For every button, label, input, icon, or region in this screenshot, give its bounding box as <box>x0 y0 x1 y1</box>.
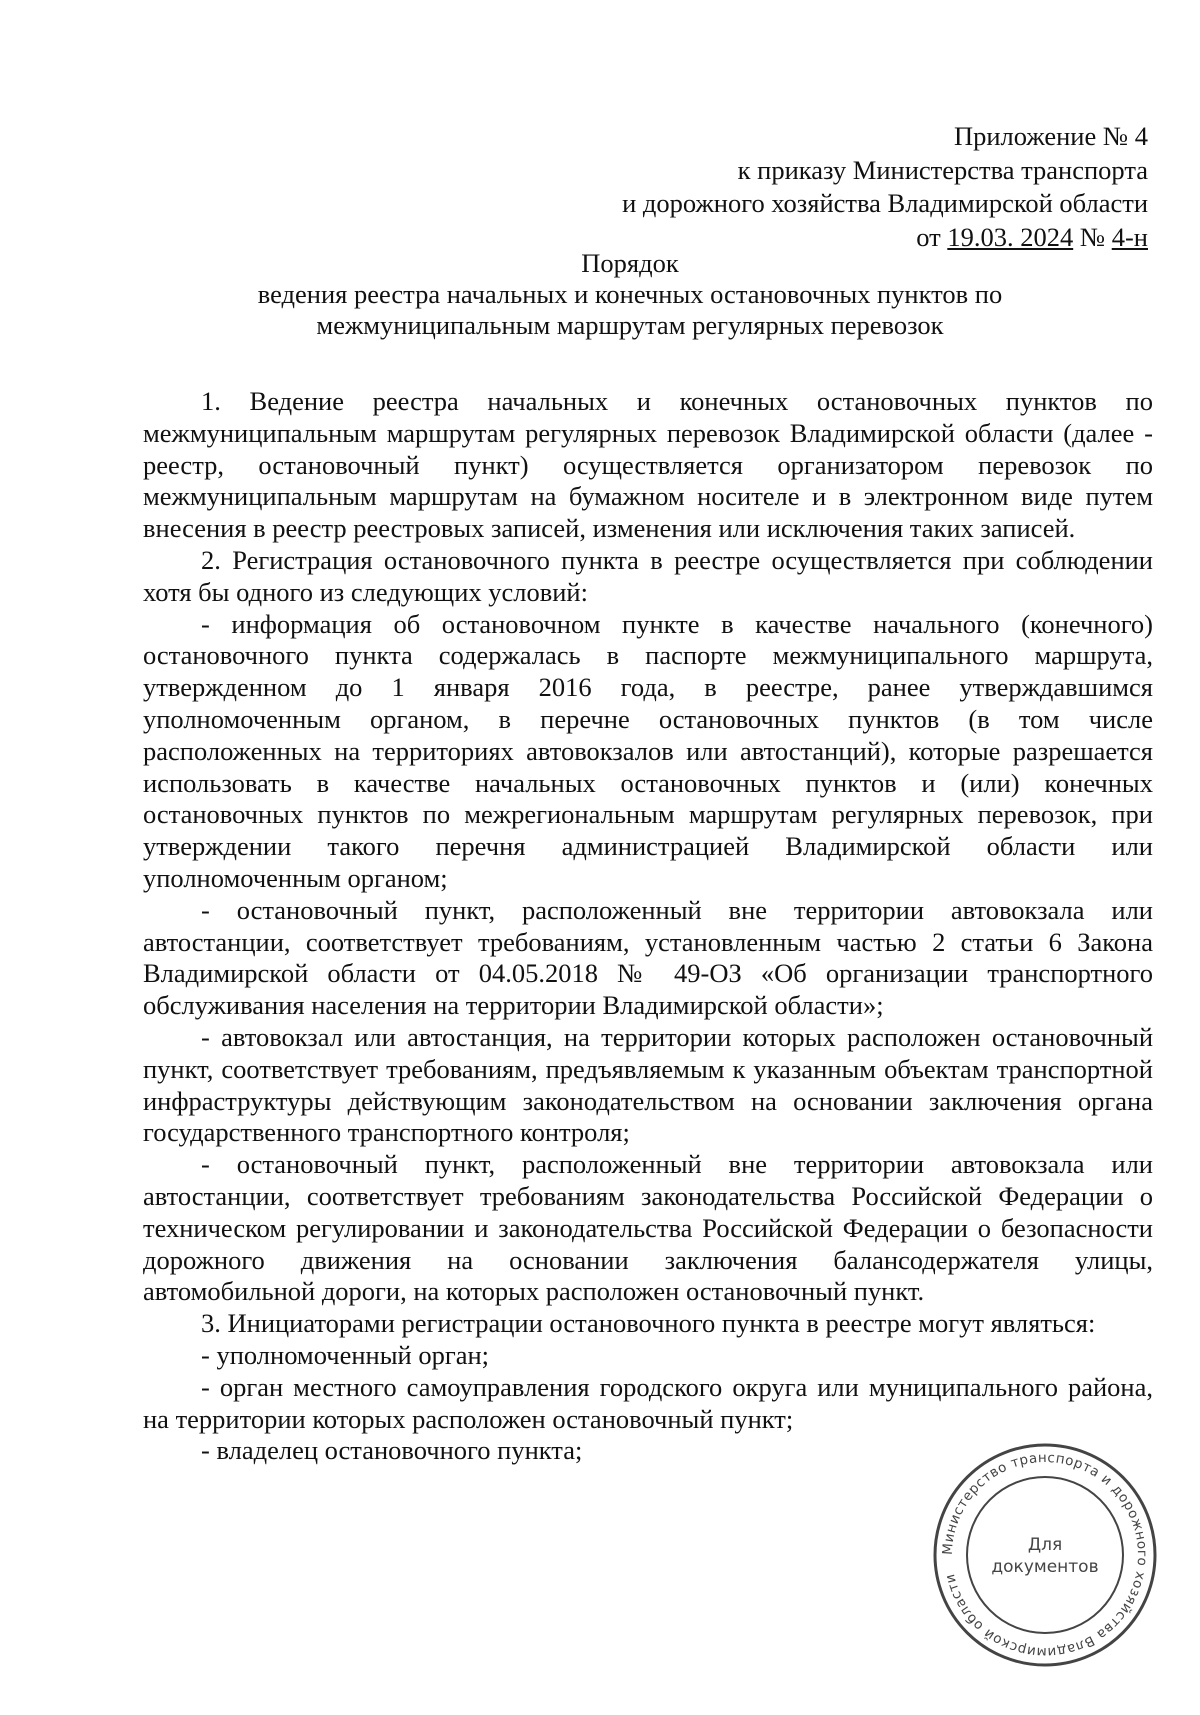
condition-item-3: - автовокзал или автостанция, на территории которых расположен остановочный пункт, соответствует требованиям, предъявляемым к указанным объектам транспортной инфраструктуры действующим законодательством на основании заключения органа государственного транспортного контроля; <box>143 1021 1153 1148</box>
svg-text:Министерство транспорта и доро <box>940 1450 1150 1660</box>
order-reference: к приказу Министерства транспорта <box>737 154 1148 185</box>
initiator-item-2: - орган местного самоуправления городского округа или муниципального района, на территории которых расположен остановочный пункт; <box>143 1371 1153 1434</box>
appendix-header <box>622 120 1148 254</box>
order-date: 19.03. 2024 <box>947 221 1074 252</box>
initiator-item-3: - владелец остановочного пункта; <box>201 1435 583 1466</box>
condition-item-4: - остановочный пункт, расположенный вне территории автовокзала или автостанции, соответствует требованиям законодательства Российской Федерации о техническом регулировании и законодательства Российской Федерации о безопасности дорожного движения на основании заключения балансодержателя улицы, автомобильной дороги, на которых расположен остановочный пункт. <box>143 1149 1153 1307</box>
title-line-1: ведения реестра начальных и конечных остановочных пунктов по <box>257 279 1003 309</box>
date-prefix: от <box>916 221 948 252</box>
document-title <box>130 248 1130 341</box>
number-prefix: № <box>1073 221 1112 252</box>
paragraph-2: 2. Регистрация остановочного пункта в реестре осуществляется при соблюдении хотя бы одного из следующих условий: <box>143 544 1153 607</box>
stamp-outer-text: Министерство транспорта и дорожного хозяйства Владимирской области <box>939 1449 1151 1661</box>
title-heading: Порядок <box>581 248 679 278</box>
ministry-name: и дорожного хозяйства Владимирской области <box>622 188 1148 218</box>
order-number: 4-н <box>1111 221 1148 252</box>
official-stamp <box>930 1440 1160 1670</box>
paragraph-3: 3. Инициаторами регистрации остановочного пункта в реестре могут являться: <box>201 1308 1096 1339</box>
title-line-2: межмуниципальным маршрутам регулярных перевозок <box>316 310 944 340</box>
document-body <box>143 386 1153 1467</box>
initiator-item-1: - уполномоченный орган; <box>201 1339 490 1370</box>
appendix-number: Приложение № 4 <box>953 121 1148 151</box>
paragraph-1: 1. Ведение реестра начальных и конечных остановочных пунктов по межмуниципальным маршрутам регулярных перевозок Владимирской области (далее - реестр, остановочный пункт) осуществляется организатором перевозок по межмуниципальным маршрутам на бумажном носителе и в электронном виде путем внесения в реестр реестровых записей, изменения или исключения таких записей. <box>143 386 1153 544</box>
stamp-center-line-2: документов <box>991 1557 1099 1577</box>
stamp-center-line-1: Для <box>1027 1535 1063 1555</box>
condition-item-2: - остановочный пункт, расположенный вне территории автовокзала или автостанции, соответствует требованиям, установленным частью 2 статьи 6 Закона Владимирской области от 04.05.2018 № 49-ОЗ «Об организации транспортного обслуживания населения на территории Владимирской области»; <box>143 894 1153 1021</box>
condition-item-1: - информация об остановочном пункте в качестве начального (конечного) остановочного пункта содержалась в паспорте межмуниципального маршрута, утвержденном до 1 января 2016 года, в реестре, ранее утверждавшимся уполномоченным органом, в перечне остановочных пунктов (в том числе расположенных на территориях автовокзалов или автостанций), которые разрешается использовать в качестве начальных остановочных пунктов и (или) конечных остановочных пунктов по межрегиональным маршрутам регулярных перевозок, при утверждении такого перечня администрацией Владимирской области или уполномоченным органом; <box>143 608 1153 893</box>
